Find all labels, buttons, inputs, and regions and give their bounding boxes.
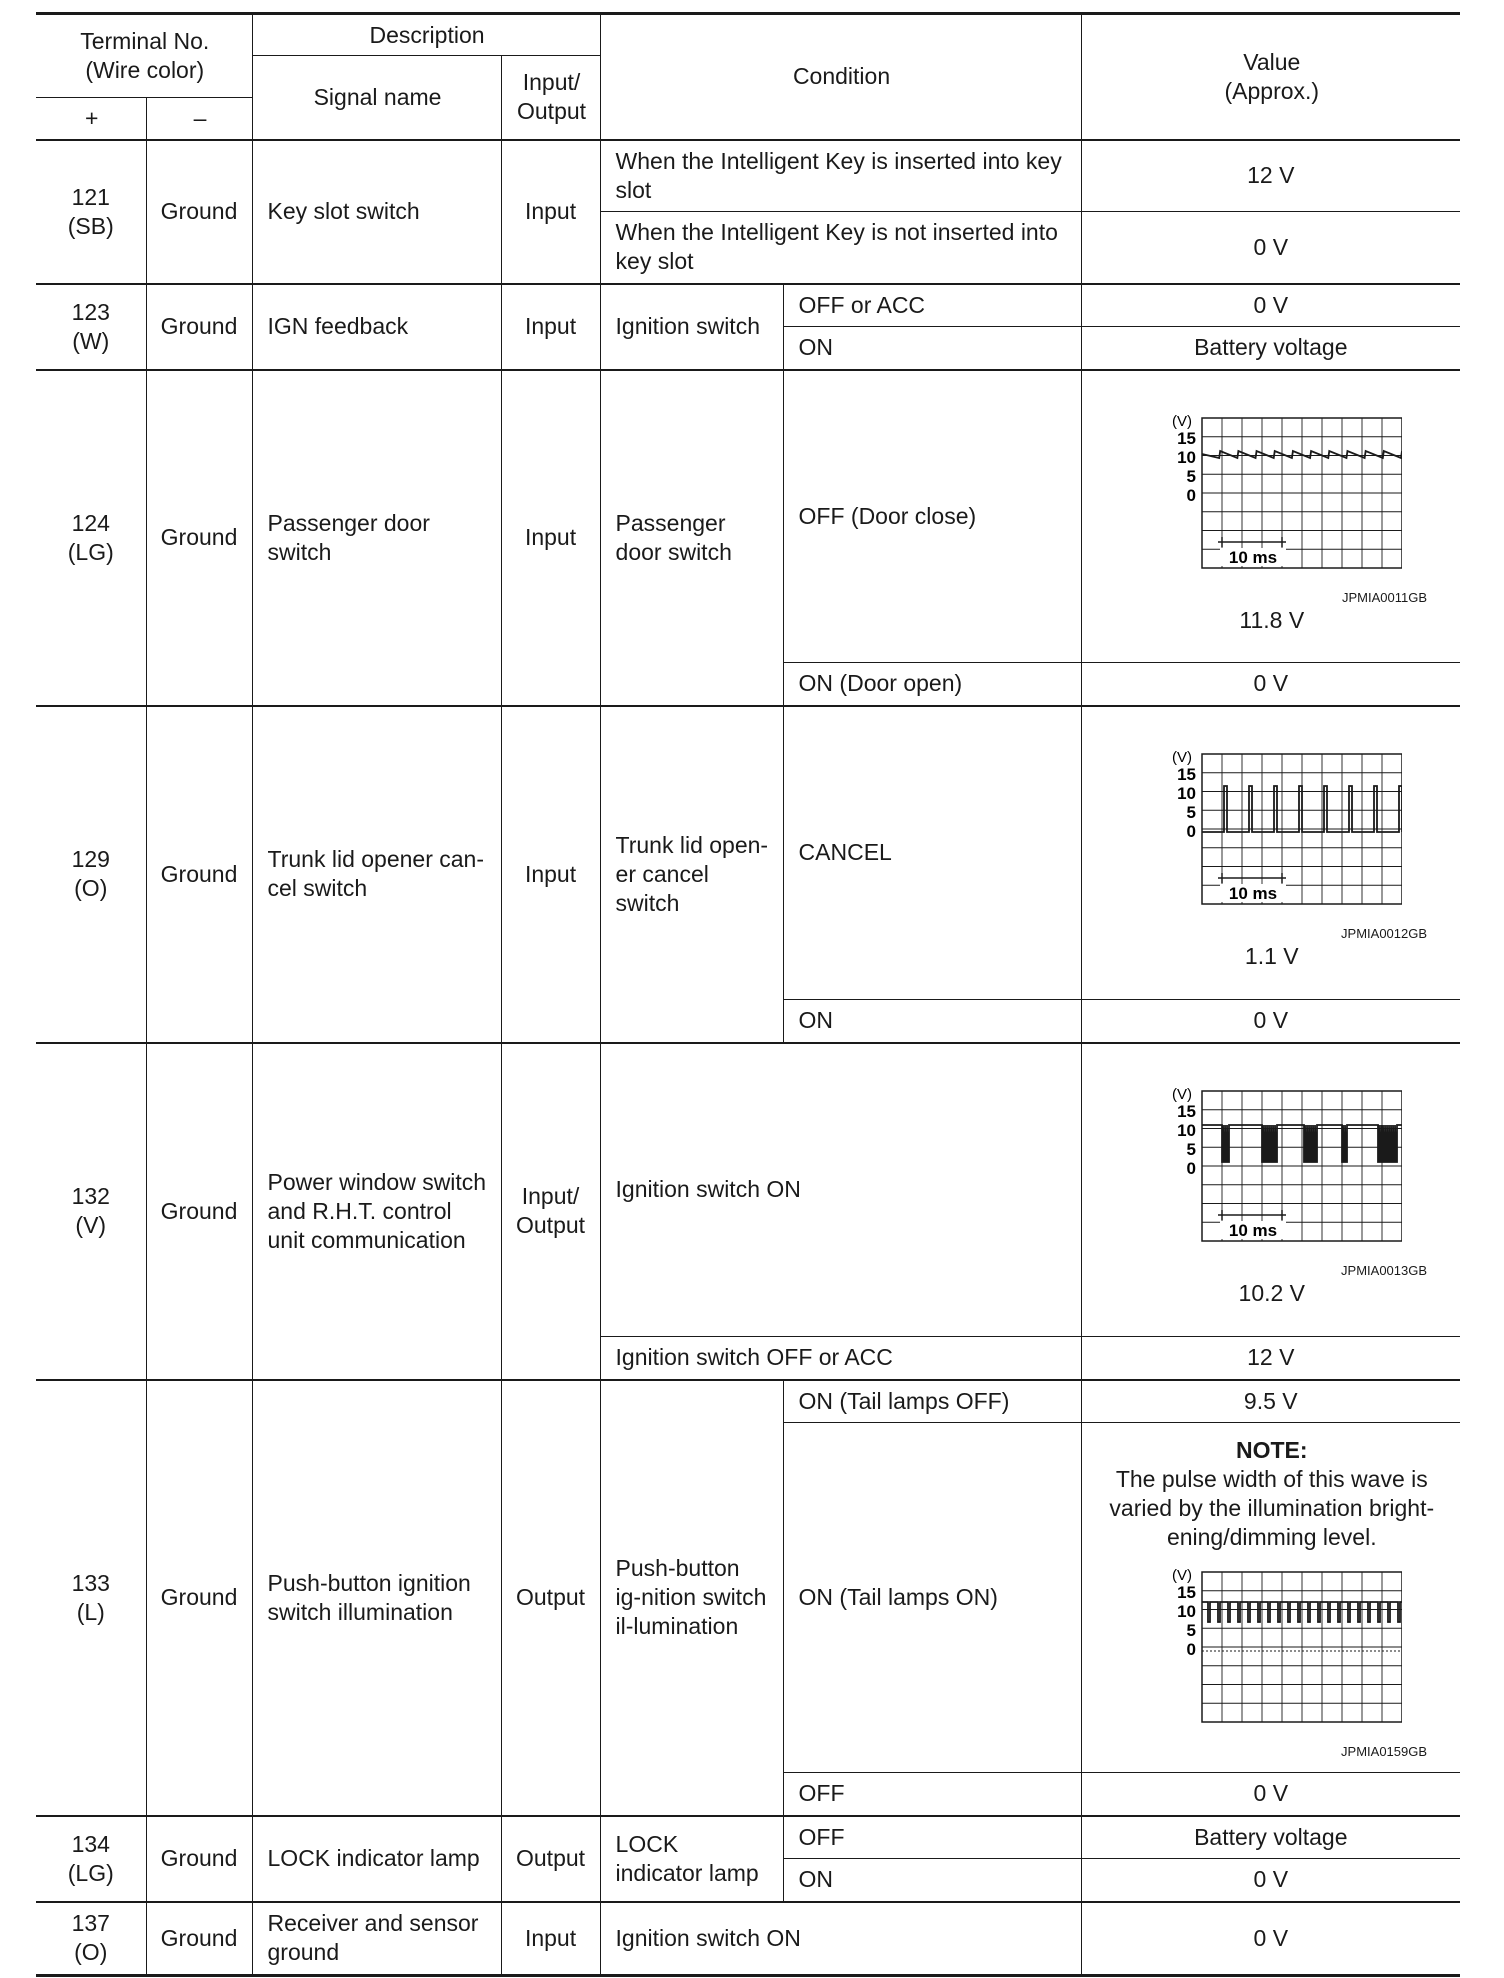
condition-cell: Ignition switch ON <box>600 1043 1081 1337</box>
condition-cell: Push-button ig-nition switch il-lumination <box>600 1380 783 1816</box>
waveform-tick-label: 5 <box>1186 466 1196 486</box>
waveform-tick-label: 10 <box>1176 784 1196 804</box>
timebase-label: 10 ms <box>1228 1221 1277 1241</box>
ground-cell: Ground <box>146 370 252 706</box>
value-cell: 9.5 V <box>1081 1380 1460 1423</box>
io-cell: Input <box>501 706 600 1043</box>
condition-cell: Ignition switch OFF or ACC <box>600 1337 1081 1380</box>
table-row <box>36 1043 1460 1337</box>
condition-cell: Trunk lid open-er cancel switch <box>600 706 783 1043</box>
subcondition-cell: OFF <box>783 1773 1081 1816</box>
subcondition-cell: ON (Tail lamps OFF) <box>783 1380 1081 1423</box>
subcondition-cell: ON (Door open) <box>783 663 1081 706</box>
subcondition-cell: ON (Tail lamps ON) <box>783 1423 1081 1773</box>
io-cell: Input <box>501 140 600 284</box>
table-row <box>36 140 1460 212</box>
value-cell: 0 V <box>1081 1902 1460 1976</box>
terminal-cell: 123 (W) <box>36 284 146 370</box>
header-condition: Condition <box>600 14 1081 140</box>
waveform-code: JPMIA0013GB <box>1341 1263 1428 1279</box>
ground-cell: Ground <box>146 706 252 1043</box>
value-cell: Battery voltage <box>1081 327 1460 370</box>
waveform-code: JPMIA0159GB <box>1341 1743 1428 1759</box>
waveform-tick-label: 15 <box>1176 765 1196 785</box>
io-cell: Input/ Output <box>501 1043 600 1380</box>
ground-cell: Ground <box>146 1902 252 1976</box>
waveform-value-cell <box>1081 1423 1460 1773</box>
terminal-cell: 133 (L) <box>36 1380 146 1816</box>
value-text: 10.2 V <box>1238 1280 1306 1307</box>
value-cell: Battery voltage <box>1081 1816 1460 1859</box>
condition-cell: Passenger door switch <box>600 370 783 706</box>
terminal-cell: 129 (O) <box>36 706 146 1043</box>
header-value: Value (Approx.) <box>1081 14 1460 140</box>
table-row <box>36 1380 1460 1423</box>
signal-name-cell: Trunk lid opener can-cel switch <box>252 706 501 1043</box>
io-cell: Output <box>501 1380 600 1816</box>
subcondition-cell: ON <box>783 1000 1081 1043</box>
value-cell: 0 V <box>1081 1000 1460 1043</box>
value-cell: 12 V <box>1081 140 1460 212</box>
waveform-unit-label: (V) <box>1171 749 1192 767</box>
subcondition-cell: CANCEL <box>783 706 1081 1000</box>
waveform-chart <box>1142 1558 1402 1738</box>
waveform-chart <box>1142 740 1402 920</box>
ground-cell: Ground <box>146 140 252 284</box>
note-text: The pulse width of this wave is varied by the illumination bright-ening/dimming level. <box>1109 1465 1435 1550</box>
signal-name-cell: Power window switch and R.H.T. control unit communication <box>252 1043 501 1380</box>
io-cell: Input <box>501 1902 600 1976</box>
terminal-spec-sheet <box>36 12 1460 1977</box>
waveform-trace <box>1202 786 1402 832</box>
timebase-label: 10 ms <box>1228 547 1277 567</box>
value-cell: 0 V <box>1081 284 1460 327</box>
waveform-tick-label: 15 <box>1176 428 1196 448</box>
waveform-unit-label: (V) <box>1171 412 1192 430</box>
terminal-cell: 132 (V) <box>36 1043 146 1380</box>
waveform-tick-label: 0 <box>1186 485 1196 505</box>
waveform-tick-label: 10 <box>1176 1121 1196 1141</box>
waveform-unit-label: (V) <box>1171 1566 1192 1584</box>
subcondition-cell: OFF or ACC <box>783 284 1081 327</box>
terminal-cell: 121 (SB) <box>36 140 146 284</box>
waveform-chart <box>1142 1077 1402 1257</box>
condition-cell: Ignition switch ON <box>600 1902 1081 1976</box>
condition-cell: LOCK indicator lamp <box>600 1816 783 1902</box>
table-row <box>36 1816 1460 1859</box>
timebase-label: 10 ms <box>1228 884 1277 904</box>
waveform-value-cell <box>1081 1043 1460 1337</box>
condition-cell: Ignition switch <box>600 284 783 370</box>
value-text: 1.1 V <box>1244 943 1299 970</box>
terminal-cell: 124 (LG) <box>36 370 146 706</box>
waveform-tick-label: 0 <box>1186 1639 1196 1659</box>
waveform-value-cell <box>1081 370 1460 663</box>
waveform-tick-label: 15 <box>1176 1582 1196 1602</box>
header-plus: + <box>36 98 146 140</box>
subcondition-cell: OFF <box>783 1816 1081 1859</box>
header-description: Description <box>252 14 600 56</box>
io-cell: Input <box>501 284 600 370</box>
waveform-tick-label: 10 <box>1176 1601 1196 1621</box>
waveform-tick-label: 0 <box>1186 1159 1196 1179</box>
table-row <box>36 284 1460 327</box>
signal-name-cell: Passenger door switch <box>252 370 501 706</box>
terminal-table <box>36 12 1460 1977</box>
ground-cell: Ground <box>146 1380 252 1816</box>
table-row <box>36 1902 1460 1976</box>
signal-name-cell: LOCK indicator lamp <box>252 1816 501 1902</box>
ground-cell: Ground <box>146 1816 252 1902</box>
header-minus: – <box>146 98 252 140</box>
value-cell: 0 V <box>1081 212 1460 284</box>
condition-cell: When the Intelligent Key is not inserted into key slot <box>600 212 1081 284</box>
value-cell: 0 V <box>1081 1773 1460 1816</box>
table-row <box>36 370 1460 663</box>
waveform-chart <box>1142 404 1402 584</box>
condition-cell: When the Intelligent Key is inserted into key slot <box>600 140 1081 212</box>
header-signal-name: Signal name <box>252 56 501 140</box>
note-title: NOTE: <box>1236 1436 1308 1463</box>
waveform-tick-label: 5 <box>1186 1620 1196 1640</box>
header-input-output: Input/ Output <box>501 56 600 140</box>
ground-cell: Ground <box>146 1043 252 1380</box>
signal-name-cell: IGN feedback <box>252 284 501 370</box>
ground-cell: Ground <box>146 284 252 370</box>
signal-name-cell: Push-button ignition switch illumination <box>252 1380 501 1816</box>
signal-name-cell: Receiver and sensor ground <box>252 1902 501 1976</box>
signal-name-cell: Key slot switch <box>252 140 501 284</box>
header-terminal-no: Terminal No. (Wire color) <box>36 14 252 98</box>
subcondition-cell: ON <box>783 327 1081 370</box>
value-cell: 12 V <box>1081 1337 1460 1380</box>
waveform-code: JPMIA0012GB <box>1341 926 1428 942</box>
value-cell: 0 V <box>1081 663 1460 706</box>
waveform-tick-label: 10 <box>1176 447 1196 467</box>
terminal-cell: 134 (LG) <box>36 1816 146 1902</box>
table-row <box>36 706 1460 1000</box>
io-cell: Input <box>501 370 600 706</box>
terminal-cell: 137 (O) <box>36 1902 146 1976</box>
waveform-unit-label: (V) <box>1171 1086 1192 1104</box>
waveform-tick-label: 15 <box>1176 1102 1196 1122</box>
waveform-code: JPMIA0011GB <box>1342 589 1428 605</box>
waveform-tick-label: 5 <box>1186 1140 1196 1160</box>
waveform-tick-label: 5 <box>1186 803 1196 823</box>
value-text: 11.8 V <box>1239 606 1305 633</box>
waveform-tick-label: 0 <box>1186 822 1196 842</box>
value-cell: 0 V <box>1081 1859 1460 1902</box>
subcondition-cell: ON <box>783 1859 1081 1902</box>
waveform-value-cell <box>1081 706 1460 1000</box>
io-cell: Output <box>501 1816 600 1902</box>
subcondition-cell: OFF (Door close) <box>783 370 1081 663</box>
